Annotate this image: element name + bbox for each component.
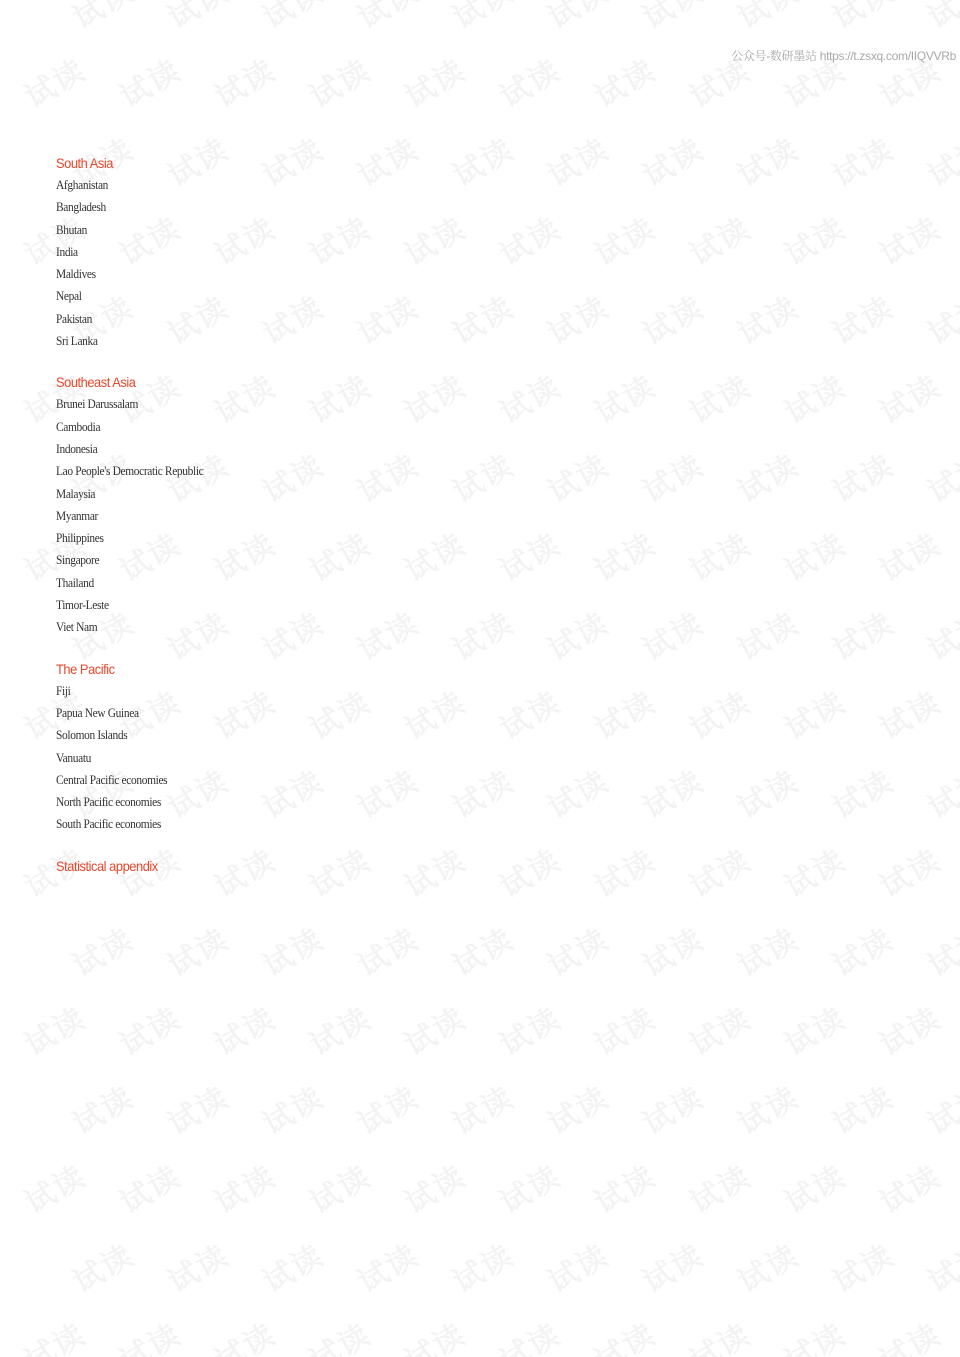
watermark-text — [395, 362, 472, 432]
watermark-text — [728, 599, 805, 669]
watermark-text — [253, 125, 330, 195]
watermark-text — [775, 994, 852, 1064]
watermark-text — [680, 836, 757, 906]
watermark-text — [680, 362, 757, 432]
watermark-text — [823, 1231, 900, 1301]
watermark-text — [443, 915, 520, 985]
watermark-text — [300, 204, 377, 274]
watermark-text — [253, 283, 330, 353]
watermark-text — [918, 283, 960, 353]
watermark-text — [775, 678, 852, 748]
watermark-text — [680, 994, 757, 1064]
watermark-text — [538, 1073, 615, 1143]
watermark-text — [395, 46, 472, 116]
section-title[interactable]: Statistical appendix — [56, 857, 158, 874]
table-of-contents — [56, 152, 224, 896]
watermark-text — [158, 0, 235, 37]
watermark-text — [823, 757, 900, 827]
watermark-text — [253, 0, 330, 37]
watermark-text — [348, 441, 425, 511]
watermark-text — [348, 0, 425, 37]
watermark-text — [918, 125, 960, 195]
watermark-text — [253, 599, 330, 669]
watermark-text — [253, 757, 330, 827]
watermark-text — [870, 520, 947, 590]
watermark-text — [870, 1152, 947, 1222]
watermark-text — [538, 0, 615, 37]
watermark-text — [205, 46, 282, 116]
watermark-text — [443, 441, 520, 511]
watermark-text — [870, 836, 947, 906]
watermark-text — [348, 125, 425, 195]
watermark-text — [633, 283, 710, 353]
watermark-text — [585, 678, 662, 748]
watermark-text — [728, 757, 805, 827]
watermark-text — [395, 994, 472, 1064]
watermark-text — [205, 1152, 282, 1222]
watermark-text — [490, 1152, 567, 1222]
watermark-text — [490, 836, 567, 906]
watermark-text — [300, 678, 377, 748]
toc-section — [56, 658, 224, 836]
watermark-text — [110, 1152, 187, 1222]
watermark-text — [15, 994, 92, 1064]
country-list — [56, 393, 224, 638]
watermark-text — [443, 1231, 520, 1301]
watermark-text — [538, 125, 615, 195]
watermark-text — [585, 1310, 662, 1357]
watermark-text — [395, 1152, 472, 1222]
country-list — [56, 680, 224, 836]
toc-entry[interactable]: Vanuatu — [56, 749, 92, 765]
watermark-text — [300, 836, 377, 906]
watermark-text — [63, 1073, 140, 1143]
watermark-text — [775, 204, 852, 274]
watermark-text — [348, 283, 425, 353]
watermark-text — [918, 1073, 960, 1143]
watermark-text — [918, 0, 960, 37]
watermark-text — [728, 1231, 805, 1301]
toc-entry[interactable]: Philippines — [56, 530, 104, 546]
watermark-text — [585, 362, 662, 432]
watermark-text — [538, 441, 615, 511]
toc-entry[interactable]: Sri Lanka — [56, 333, 98, 349]
watermark-text — [870, 362, 947, 432]
watermark-text — [680, 204, 757, 274]
watermark-text — [15, 1152, 92, 1222]
watermark-text — [585, 46, 662, 116]
watermark-text — [728, 283, 805, 353]
watermark-text — [918, 441, 960, 511]
watermark-text — [633, 599, 710, 669]
watermark-text — [443, 1073, 520, 1143]
watermark-text — [490, 362, 567, 432]
watermark-text — [395, 204, 472, 274]
watermark-text — [585, 994, 662, 1064]
watermark-text — [680, 1152, 757, 1222]
watermark-text — [775, 1310, 852, 1357]
watermark-text — [253, 1231, 330, 1301]
watermark-text — [728, 441, 805, 511]
section-title[interactable]: South Asia — [56, 155, 113, 171]
country-list — [56, 174, 224, 352]
toc-entry[interactable]: Cambodia — [56, 418, 101, 434]
watermark-text — [15, 1310, 92, 1357]
watermark-text — [633, 125, 710, 195]
watermark-text — [585, 1152, 662, 1222]
watermark-text — [823, 441, 900, 511]
watermark-text — [63, 1231, 140, 1301]
watermark-text — [823, 1073, 900, 1143]
watermark-text — [15, 46, 92, 116]
watermark-text — [585, 520, 662, 590]
toc-entry[interactable]: Pakistan — [56, 310, 92, 326]
watermark-text — [63, 915, 140, 985]
watermark-text — [870, 678, 947, 748]
toc-entry[interactable]: India — [56, 243, 78, 259]
watermark-text — [538, 915, 615, 985]
section-title[interactable]: The Pacific — [56, 660, 115, 677]
watermark-text — [490, 520, 567, 590]
watermark-text — [918, 1231, 960, 1301]
watermark-text — [443, 0, 520, 37]
toc-entry[interactable]: Singapore — [56, 552, 100, 568]
watermark-text — [538, 1231, 615, 1301]
watermark-text — [300, 46, 377, 116]
toc-entry[interactable]: Papua New Guinea — [56, 704, 139, 720]
watermark-text — [538, 599, 615, 669]
watermark-text — [680, 520, 757, 590]
watermark-text — [870, 994, 947, 1064]
toc-entry[interactable]: Malaysia — [56, 485, 96, 501]
toc-section — [56, 152, 224, 352]
watermark-text — [585, 836, 662, 906]
watermark-text — [633, 0, 710, 37]
watermark-text — [870, 204, 947, 274]
toc-entry[interactable]: Central Pacific economies — [56, 771, 168, 787]
watermark-text — [775, 362, 852, 432]
watermark-text — [585, 204, 662, 274]
toc-entry[interactable]: Viet Nam — [56, 619, 98, 635]
watermark-text — [158, 1073, 235, 1143]
watermark-text — [823, 915, 900, 985]
toc-section — [56, 855, 224, 877]
watermark-text — [728, 915, 805, 985]
watermark-text — [395, 1310, 472, 1357]
watermark-text — [490, 1310, 567, 1357]
toc-entry[interactable]: Maldives — [56, 266, 96, 282]
watermark-text — [110, 46, 187, 116]
watermark-text — [253, 915, 330, 985]
watermark-text — [823, 283, 900, 353]
watermark-text — [300, 362, 377, 432]
toc-entry[interactable]: Myanmar — [56, 507, 99, 523]
watermark-text — [918, 915, 960, 985]
toc-entry[interactable]: Fiji — [56, 682, 71, 698]
watermark-text — [728, 0, 805, 37]
watermark-text — [538, 283, 615, 353]
watermark-text — [728, 125, 805, 195]
watermark-text — [728, 1073, 805, 1143]
watermark-text — [680, 1310, 757, 1357]
watermark-text — [300, 520, 377, 590]
toc-entry[interactable]: South Pacific economies — [56, 816, 162, 832]
watermark-text — [490, 678, 567, 748]
watermark-text — [348, 1231, 425, 1301]
toc-entry[interactable]: Thailand — [56, 574, 94, 590]
watermark-text — [253, 441, 330, 511]
watermark-text — [538, 757, 615, 827]
watermark-text — [823, 599, 900, 669]
watermark-text — [490, 204, 567, 274]
watermark-text — [633, 915, 710, 985]
watermark-text — [443, 283, 520, 353]
toc-entry[interactable]: Afghanistan — [56, 177, 109, 192]
toc-entry[interactable]: Lao People's Democratic Republic — [56, 463, 204, 479]
watermark-text — [443, 125, 520, 195]
watermark-text — [158, 1231, 235, 1301]
watermark-text — [680, 678, 757, 748]
watermark-text — [300, 994, 377, 1064]
watermark-text — [633, 757, 710, 827]
watermark-text — [443, 757, 520, 827]
watermark-text — [348, 599, 425, 669]
watermark-text — [348, 757, 425, 827]
watermark-text — [110, 994, 187, 1064]
source-header: 公众号-数研墨站 https://t.zsxq.com/IIQVVRb — [731, 49, 956, 63]
toc-entry[interactable]: Brunei Darussalam — [56, 396, 139, 412]
watermark-text — [775, 836, 852, 906]
toc-entry[interactable]: Nepal — [56, 288, 82, 304]
watermark-text — [395, 520, 472, 590]
toc-entry[interactable]: Solomon Islands — [56, 727, 128, 743]
toc-entry[interactable]: North Pacific economies — [56, 794, 162, 810]
watermark-text — [490, 994, 567, 1064]
watermark-text — [490, 46, 567, 116]
watermark-text — [918, 757, 960, 827]
watermark-text — [253, 1073, 330, 1143]
toc-entry[interactable]: Bhutan — [56, 221, 87, 237]
toc-entry[interactable]: Bangladesh — [56, 199, 106, 215]
watermark-text — [158, 915, 235, 985]
watermark-text — [110, 1310, 187, 1357]
watermark-text — [348, 1073, 425, 1143]
watermark-text — [633, 1231, 710, 1301]
watermark-text — [205, 1310, 282, 1357]
watermark-text — [823, 0, 900, 37]
watermark-text — [300, 1152, 377, 1222]
watermark-text — [775, 520, 852, 590]
watermark-text — [870, 1310, 947, 1357]
watermark-text — [63, 0, 140, 37]
watermark-text — [348, 915, 425, 985]
watermark-text — [775, 1152, 852, 1222]
toc-entry[interactable]: Indonesia — [56, 440, 98, 456]
section-title[interactable]: Southeast Asia — [56, 374, 136, 391]
watermark-text — [443, 599, 520, 669]
watermark-text — [395, 836, 472, 906]
watermark-text — [395, 678, 472, 748]
watermark-text — [205, 994, 282, 1064]
watermark-text — [300, 1310, 377, 1357]
watermark-text — [633, 1073, 710, 1143]
watermark-text — [823, 125, 900, 195]
toc-section — [56, 371, 224, 638]
watermark-text — [633, 441, 710, 511]
toc-entry[interactable]: Timor-Leste — [56, 597, 109, 613]
watermark-text — [918, 599, 960, 669]
